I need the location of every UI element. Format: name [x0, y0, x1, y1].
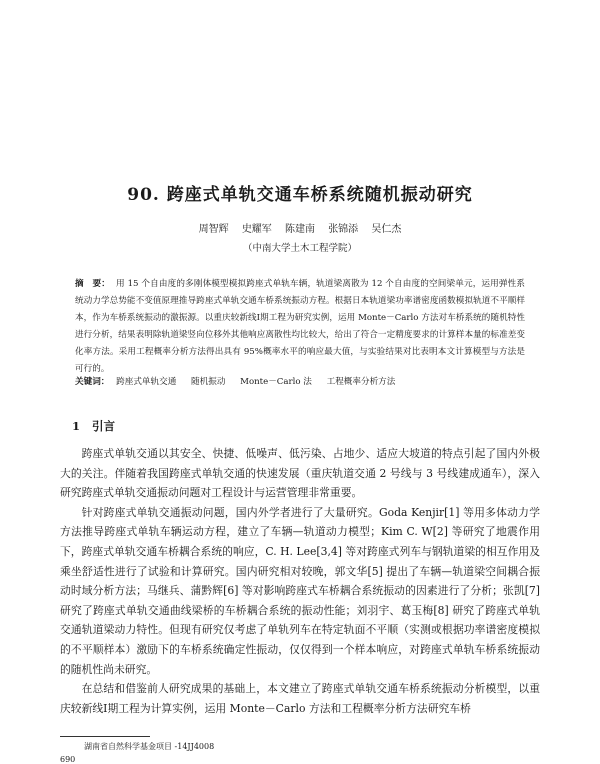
author-name: 陈建南: [285, 224, 315, 235]
page-number: 690: [60, 755, 76, 764]
section-number: 1: [72, 419, 81, 433]
keyword: Monte－Carlo 法: [240, 377, 312, 387]
keyword: 随机振动: [191, 377, 226, 387]
author-name: 吴仁杰: [371, 224, 402, 235]
author-name: 周智辉: [198, 224, 229, 235]
abstract-text: 用 15 个自由度的多刚体模型模拟跨座式单轨车辆，轨道梁离散为 12 个自由度的空间梁单元，运用弹性系统动力学总势能不变值原理推导跨座式单轨交通车桥系统振动方程。根据日本轨道梁功率谱密度函数模拟轨道不平顺样本，作为车桥系统振动的激振源。以重庆较新线Ⅰ期工程为研究实例，运用 Monte－Carlo 方法对车桥系统的随机特性进行分析，结果表明除轨道梁竖向位移外其他响应离散性均比较大，给出了符合一定精度要求的计算样本量的标准差变化率方法。采用工程概率分析方法得出具有 95%概率水平的响应最大值，与实验结果对比表明本文计算模型与方法是可行的。: [75, 279, 525, 374]
author-list: [0, 220, 600, 235]
author-name: 张锦添: [328, 224, 359, 235]
footnote-rule: [60, 736, 150, 737]
keyword: 跨座式单轨交通: [116, 377, 177, 387]
paper-title: 90. 跨座式单轨交通车桥系统随机振动研究: [127, 185, 473, 205]
author-name: 史耀军: [241, 224, 272, 235]
body-text: [60, 444, 540, 718]
abstract: [75, 276, 525, 378]
paragraph: 跨座式单轨交通以其安全、快捷、低噪声、低污染、占地少、适应大坡道的特点引起了国内外极大的关注。伴随着我国跨座式单轨交通的快速发展（重庆轨道交通 2 号线与 3 号线建成通车），深入研究跨座式单轨交通振动问题对工程设计与运营管理非常重要。: [60, 447, 540, 500]
paragraph: 针对跨座式单轨交通振动问题，国内外学者进行了大量研究。Goda Kenjir[1] 等用多体动力学方法推导跨座式单轨车辆运动方程，建立了车辆—轨道动力模型；Kim C. W[2] 等研究了地震作用下，跨座式单轨交通车桥耦合系统的响应，C. H. Lee[3,4] 等对跨座式列车与钢轨道梁的相互作用及乘坐舒适性进行了试验和计算研究。国内研究相对较晚，郭文华[5] 提出了车辆—轨道梁空间耦合振动时域分析方法；马继兵、蒲黔辉[6] 等对影响跨座式车桥耦合系统振动的因素进行了分析；张凯[7] 研究了跨座式单轨交通曲线梁桥的车桥耦合系统的振动性能；刘羽宇、葛玉梅[8] 研究了跨座式单轨交通轨道梁动力特性。但现有研究仅考虑了单轨列车在特定轨面不平顺（实测或根据功率谱密度模拟的不平顺样本）激励下的车桥系统确定性振动，仅仅得到一个样本响应，对跨座式单轨车桥系统振动的随机性尚未研究。: [60, 505, 540, 676]
keywords: [75, 374, 525, 391]
affiliation: （中南大学土木工程学院）: [242, 243, 357, 254]
section-title: 引言: [92, 419, 116, 433]
keywords-label: 关键词：: [75, 377, 110, 387]
abstract-label: 摘 要：: [75, 279, 110, 289]
paragraph: 在总结和借鉴前人研究成果的基础上，本文建立了跨座式单轨交通车桥系统振动分析模型，以重庆较新线Ⅰ期工程为计算实例，运用 Monte－Carlo 方法和工程概率分析方法研究车桥: [60, 682, 540, 715]
section-heading: [72, 418, 115, 434]
footnote: 湖南省自然科学基金项目 -14JJ4008: [84, 742, 215, 751]
keyword: 工程概率分析方法: [326, 377, 396, 387]
